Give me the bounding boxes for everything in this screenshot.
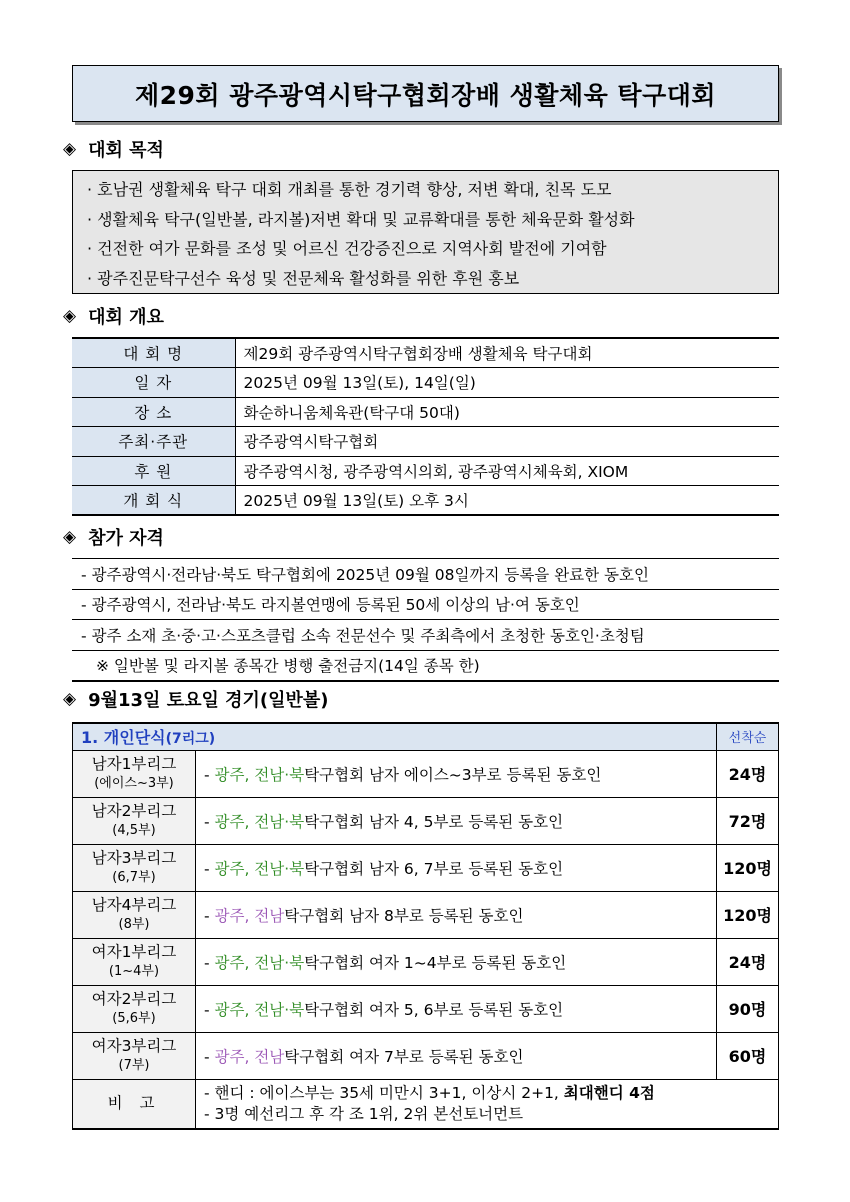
- desc-prefix: -: [204, 953, 215, 972]
- section-title: 9월13일 토요일 경기(일반볼): [88, 690, 329, 711]
- league-division: (8부): [118, 916, 150, 932]
- league-division: (에이스~3부): [94, 775, 174, 791]
- league-division: (6,7부): [112, 869, 156, 885]
- table-row: [72, 486, 779, 516]
- table-row: [72, 427, 779, 457]
- table-row: [73, 750, 779, 797]
- region-label: 광주, 전남·북: [214, 1000, 305, 1019]
- table-row: [72, 397, 779, 427]
- purpose-line: · 호남권 생활체육 탁구 대회 개최를 통한 경기력 향상, 저변 확대, 친목 도모: [87, 180, 612, 199]
- table-row: [73, 985, 779, 1032]
- league-note-row: [73, 1079, 779, 1129]
- league-header-row: [73, 723, 779, 750]
- league-name-label: 남자1부리그: [91, 754, 177, 773]
- league-name-label: 여자3부리그: [91, 1036, 177, 1055]
- desc-text: 탁구협회 남자 6, 7부로 등록된 동호인: [304, 859, 564, 878]
- league-division: (7부): [118, 1057, 150, 1073]
- overview-value: 광주광역시청, 광주광역시의회, 광주광역시체육회, XIOM: [235, 456, 779, 486]
- desc-text: 탁구협회 남자 에이스~3부로 등록된 동호인: [304, 765, 602, 784]
- league-division: (5,6부): [112, 1010, 156, 1026]
- desc-text: 탁구협회 남자 4, 5부로 등록된 동호인: [304, 812, 564, 831]
- desc-prefix: -: [204, 1000, 215, 1019]
- overview-value: 2025년 09월 13일(토) 오후 3시: [235, 486, 779, 516]
- desc-prefix: -: [204, 765, 215, 784]
- league-name-label: 남자3부리그: [91, 848, 177, 867]
- overview-value: 화순하니움체육관(탁구대 50대): [235, 397, 779, 427]
- overview-key: 개 회 식: [72, 486, 235, 516]
- purpose-box: [72, 170, 779, 294]
- purpose-line: · 광주진문탁구선수 육성 및 전문체육 활성화를 위한 후원 홍보: [87, 268, 520, 288]
- section-title: 참가 자격: [88, 528, 164, 549]
- diamond-bullet-icon: ◈: [63, 689, 77, 709]
- desc-text: 탁구협회 여자 7부로 등록된 동호인: [284, 1047, 524, 1066]
- league-description: [196, 891, 717, 938]
- league-description: [196, 750, 717, 797]
- overview-key: 후 원: [72, 456, 235, 486]
- league-name: [73, 750, 196, 797]
- note-label: 비 고: [73, 1079, 196, 1129]
- region-label: 광주, 전남·북: [214, 859, 305, 878]
- count-header: 선착순: [717, 723, 779, 750]
- overview-value: 2025년 09월 13일(토), 14일(일): [235, 368, 779, 398]
- table-row: [72, 650, 779, 681]
- section-heading-saturday: [63, 686, 329, 712]
- desc-text: 탁구협회 여자 5, 6부로 등록된 동호인: [304, 1000, 564, 1019]
- section-heading-overview: [63, 303, 164, 329]
- section-title: 대회 개요: [88, 307, 164, 328]
- league-header: [73, 723, 717, 750]
- eligibility-note: ※ 일반볼 및 라지볼 종목간 병행 출전금지(14일 종목 한): [72, 650, 779, 681]
- league-description: [196, 797, 717, 844]
- participant-count: 24명: [717, 750, 779, 797]
- overview-value: 제29회 광주광역시탁구협회장배 생활체육 탁구대회: [235, 338, 779, 368]
- table-row: [72, 559, 779, 590]
- participant-count: 120명: [717, 891, 779, 938]
- league-description: [196, 938, 717, 985]
- league-name-label: 남자2부리그: [91, 801, 177, 820]
- league-name: [73, 1032, 196, 1079]
- document-title: 제29회 광주광역시탁구협회장배 생활체육 탁구대회: [72, 65, 779, 122]
- league-name: [73, 985, 196, 1032]
- eligibility-item: - 광주광역시·전라남·북도 탁구협회에 2025년 09월 08일까지 등록을 완료한 동호인: [72, 559, 779, 590]
- purpose-line: · 건전한 여가 문화를 조성 및 어르신 건강증진으로 지역사회 발전에 기여함: [87, 239, 607, 258]
- region-label: 광주, 전남: [214, 906, 285, 925]
- diamond-bullet-icon: ◈: [63, 527, 77, 547]
- table-row: [73, 844, 779, 891]
- participant-count: 120명: [717, 844, 779, 891]
- league-name-label: 여자1부리그: [91, 942, 177, 961]
- diamond-bullet-icon: ◈: [63, 306, 77, 326]
- overview-key: 주최·주관: [72, 427, 235, 457]
- league-name-label: 여자2부리그: [91, 989, 177, 1008]
- league-description: [196, 985, 717, 1032]
- desc-text: 탁구협회 여자 1~4부로 등록된 동호인: [304, 953, 567, 972]
- table-row: [72, 589, 779, 620]
- section-heading-purpose: [63, 136, 164, 162]
- region-label: 광주, 전남·북: [214, 953, 305, 972]
- note-line: - 핸디 : 에이스부는 35세 미만시 3+1, 이상시 2+1,: [204, 1083, 564, 1102]
- league-description: [196, 1032, 717, 1079]
- table-row: [72, 338, 779, 368]
- league-description: [196, 844, 717, 891]
- overview-table: [72, 337, 779, 516]
- desc-prefix: -: [204, 1047, 215, 1066]
- eligibility-table: [72, 558, 779, 682]
- desc-prefix: -: [204, 906, 215, 925]
- note-emphasis: 최대핸디 4점: [563, 1083, 655, 1102]
- overview-value: 광주광역시탁구협회: [235, 427, 779, 457]
- desc-prefix: -: [204, 859, 215, 878]
- league-table: [72, 722, 779, 1130]
- section-heading-eligibility: [63, 524, 164, 550]
- overview-key: 장 소: [72, 397, 235, 427]
- participant-count: 24명: [717, 938, 779, 985]
- table-row: [73, 891, 779, 938]
- overview-key: 일 자: [72, 368, 235, 398]
- eligibility-item: - 광주 소재 초·중·고·스포츠클럽 소속 전문선수 및 주최측에서 초청한 동호인·초청팀: [72, 620, 779, 651]
- note-text: [196, 1079, 779, 1129]
- participant-count: 60명: [717, 1032, 779, 1079]
- league-division: (4,5부): [112, 822, 156, 838]
- table-row: [73, 938, 779, 985]
- table-row: [72, 456, 779, 486]
- league-name-label: 남자4부리그: [91, 895, 177, 914]
- region-label: 광주, 전남·북: [214, 812, 305, 831]
- league-name: [73, 891, 196, 938]
- participant-count: 90명: [717, 985, 779, 1032]
- desc-text: 탁구협회 남자 8부로 등록된 동호인: [284, 906, 524, 925]
- table-row: [72, 368, 779, 398]
- section-title: 대회 목적: [88, 140, 164, 161]
- desc-prefix: -: [204, 812, 215, 831]
- region-label: 광주, 전남·북: [214, 765, 305, 784]
- overview-key: 대 회 명: [72, 338, 235, 368]
- league-name: [73, 797, 196, 844]
- diamond-bullet-icon: ◈: [63, 139, 77, 159]
- table-row: [73, 797, 779, 844]
- region-label: 광주, 전남: [214, 1047, 285, 1066]
- league-division: (1~4부): [108, 963, 160, 979]
- league-header-label: 1. 개인단식: [81, 728, 166, 748]
- league-name: [73, 844, 196, 891]
- league-name: [73, 938, 196, 985]
- table-row: [73, 1032, 779, 1079]
- table-row: [72, 620, 779, 651]
- participant-count: 72명: [717, 797, 779, 844]
- eligibility-item: - 광주광역시, 전라남·북도 라지볼연맹에 등록된 50세 이상의 남·여 동호인: [72, 589, 779, 620]
- purpose-line: · 생활체육 탁구(일반볼, 라지볼)저변 확대 및 교류확대를 통한 체육문화 활성화: [87, 209, 635, 229]
- league-header-sub: (7리그): [165, 731, 216, 748]
- note-line: - 3명 예선리그 후 각 조 1위, 2위 본선토너먼트: [204, 1104, 524, 1123]
